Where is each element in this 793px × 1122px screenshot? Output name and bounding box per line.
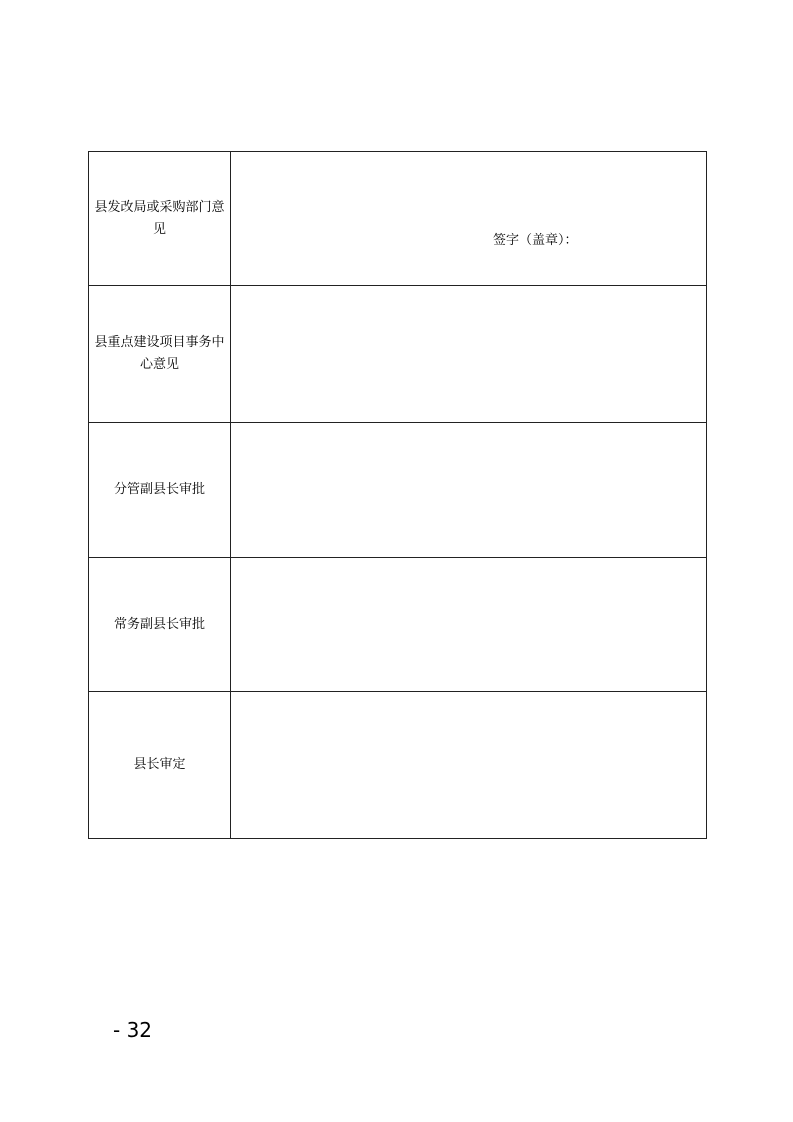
opinion-field-key-project-center[interactable]	[231, 286, 707, 423]
signature-stamp-label: 签字（盖章）：	[493, 233, 578, 248]
row-label-county-head: 县长审定	[133, 757, 186, 772]
table-row	[89, 692, 707, 839]
page-number: - 32	[113, 1018, 153, 1042]
row-label-cell	[89, 286, 231, 423]
approval-field-executive-deputy-county-head[interactable]	[231, 558, 707, 692]
row-label-key-project-center: 县重点建设项目事务中心意见	[94, 335, 225, 372]
row-label-cell	[89, 152, 231, 286]
row-label-cell	[89, 558, 231, 692]
row-label-cell	[89, 692, 231, 839]
row-label-executive-deputy-county-head: 常务副县长审批	[113, 616, 205, 632]
table-row	[89, 152, 707, 286]
opinion-field-development-bureau[interactable]	[231, 152, 707, 286]
table-row	[89, 423, 707, 558]
decision-field-county-head[interactable]	[231, 692, 707, 839]
row-label-development-bureau: 县发改局或采购部门意见	[94, 199, 225, 237]
row-label-cell	[89, 423, 231, 558]
table-row	[89, 286, 707, 423]
approval-form-table	[88, 151, 707, 839]
table-row	[89, 558, 707, 692]
approval-field-deputy-county-head[interactable]	[231, 423, 707, 558]
row-label-deputy-county-head: 分管副县长审批	[113, 482, 205, 497]
